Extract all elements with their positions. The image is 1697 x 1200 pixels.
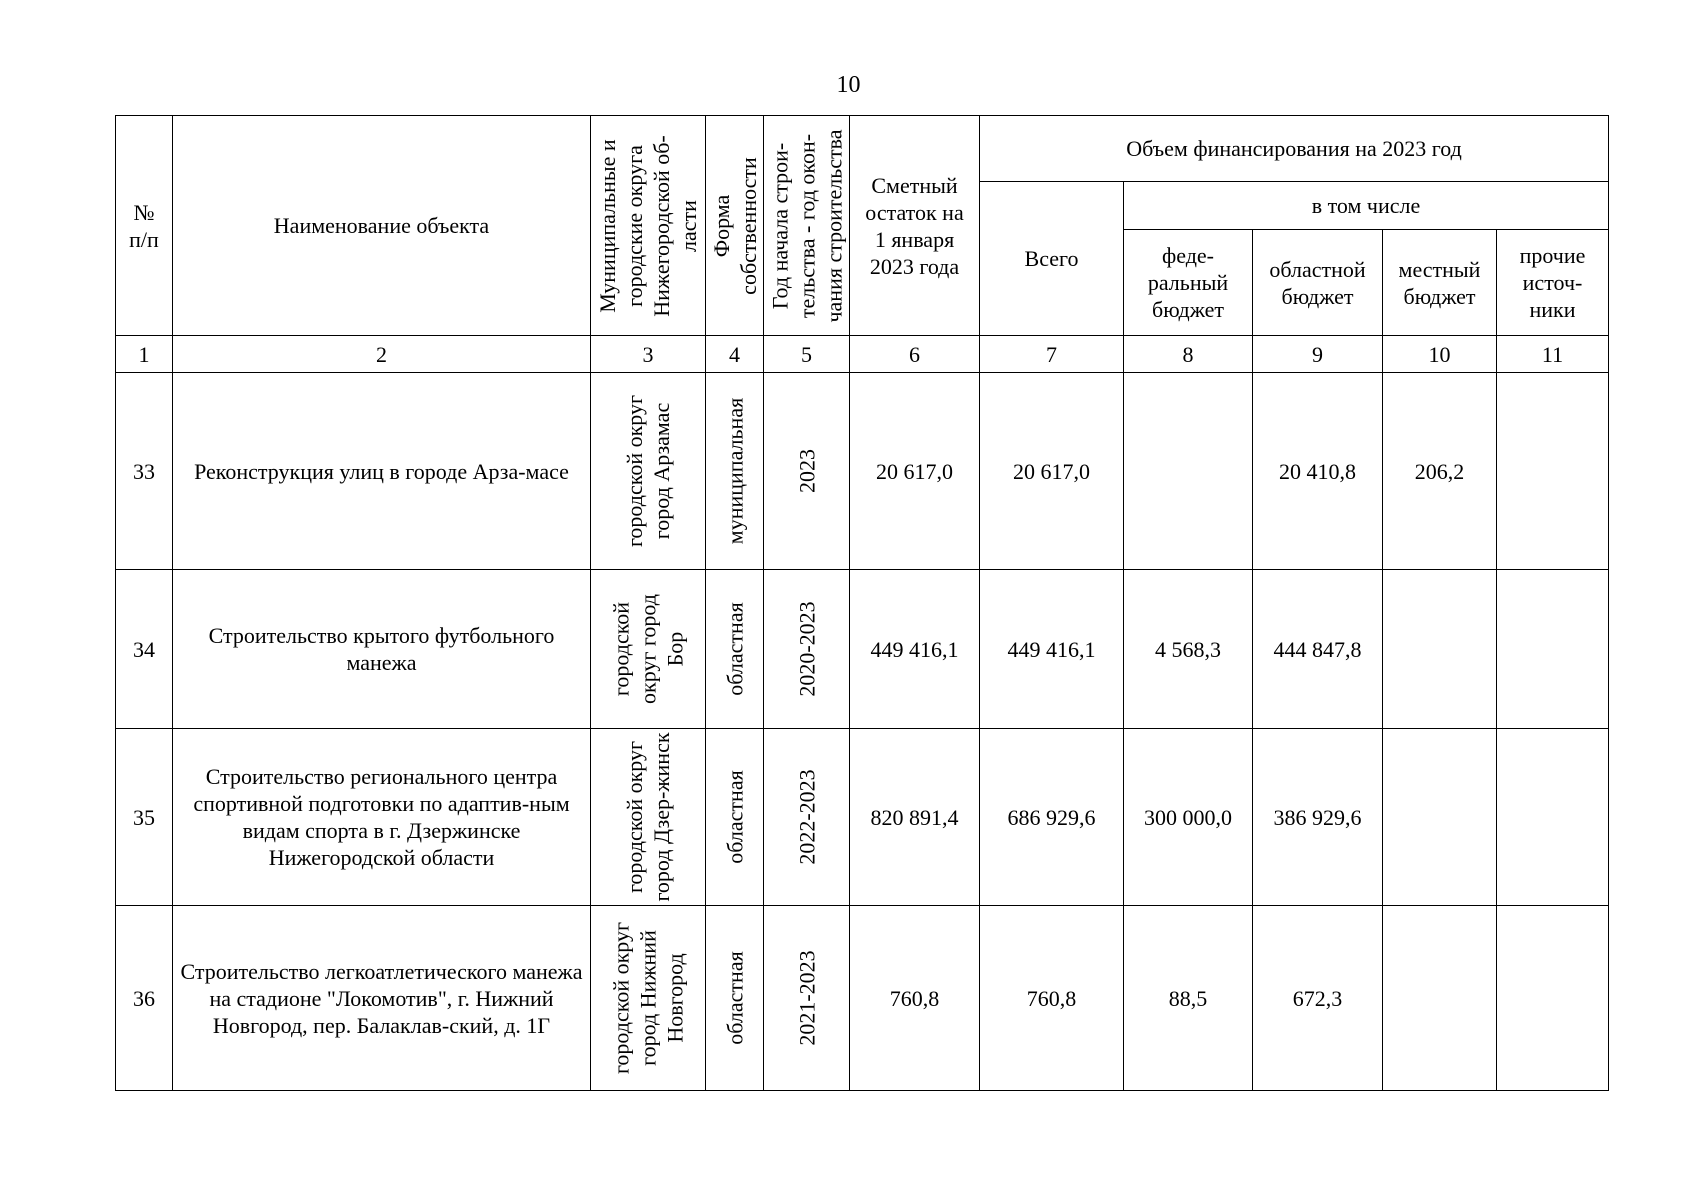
header-including: в том числе [1124, 182, 1609, 230]
row-num: 35 [116, 729, 173, 906]
row-estimate: 760,8 [850, 906, 980, 1091]
column-number: 5 [764, 336, 850, 373]
row-num: 36 [116, 906, 173, 1091]
header-financing: Объем финансирования на 2023 год [980, 116, 1609, 182]
column-number: 2 [173, 336, 591, 373]
row-ownership: областная [706, 906, 764, 1091]
header-regional: областной бюджет [1253, 230, 1383, 336]
row-other [1497, 373, 1609, 570]
header-name: Наименование объекта [173, 116, 591, 336]
row-municipal: городской округ город Арзамас [591, 373, 706, 570]
row-federal: 88,5 [1124, 906, 1253, 1091]
row-municipal: городской округ город Дзер-жинск [591, 729, 706, 906]
row-other [1497, 729, 1609, 906]
row-total: 686 929,6 [980, 729, 1124, 906]
row-num: 33 [116, 373, 173, 570]
row-local: 206,2 [1383, 373, 1497, 570]
table-row [116, 906, 1609, 1091]
row-federal [1124, 373, 1253, 570]
row-name: Строительство крытого футбольного манежа [173, 570, 591, 729]
row-local [1383, 906, 1497, 1091]
column-number: 6 [850, 336, 980, 373]
column-number: 11 [1497, 336, 1609, 373]
row-name: Строительство регионального центра спортивной подготовки по адаптив-ным видам спорта в г. Дзержинске Нижегородской области [173, 729, 591, 906]
row-regional: 444 847,8 [1253, 570, 1383, 729]
column-number: 4 [706, 336, 764, 373]
row-ownership: муниципальная [706, 373, 764, 570]
row-regional: 672,3 [1253, 906, 1383, 1091]
column-number: 3 [591, 336, 706, 373]
row-estimate: 820 891,4 [850, 729, 980, 906]
row-federal: 300 000,0 [1124, 729, 1253, 906]
column-number: 8 [1124, 336, 1253, 373]
page-number: 10 [836, 72, 861, 98]
header-ownership: Форма собственности [706, 116, 764, 336]
row-years: 2020-2023 [764, 570, 850, 729]
row-ownership: областная [706, 729, 764, 906]
header-years: Год начала строи-тельства - год окон-чания строительства [764, 116, 850, 336]
row-other [1497, 906, 1609, 1091]
row-local [1383, 729, 1497, 906]
header-total: Всего [980, 182, 1124, 336]
row-years: 2023 [764, 373, 850, 570]
column-number: 7 [980, 336, 1124, 373]
row-regional: 386 929,6 [1253, 729, 1383, 906]
row-estimate: 20 617,0 [850, 373, 980, 570]
table-row [116, 729, 1609, 906]
column-number: 9 [1253, 336, 1383, 373]
row-estimate: 449 416,1 [850, 570, 980, 729]
row-total: 449 416,1 [980, 570, 1124, 729]
row-years: 2021-2023 [764, 906, 850, 1091]
header-estimate: Сметный остаток на 1 января 2023 года [850, 116, 980, 336]
row-years: 2022-2023 [764, 729, 850, 906]
header-federal: феде-ральный бюджет [1124, 230, 1253, 336]
header-local: местный бюджет [1383, 230, 1497, 336]
table-row [116, 570, 1609, 729]
column-number: 10 [1383, 336, 1497, 373]
column-numbers-row [116, 336, 1609, 373]
row-name: Реконструкция улиц в городе Арза-масе [173, 373, 591, 570]
row-total: 20 617,0 [980, 373, 1124, 570]
row-federal: 4 568,3 [1124, 570, 1253, 729]
row-municipal: городской округ город Бор [591, 570, 706, 729]
header-num: № п/п [116, 116, 173, 336]
column-number: 1 [116, 336, 173, 373]
row-local [1383, 570, 1497, 729]
header-other: прочие источ-ники [1497, 230, 1609, 336]
row-other [1497, 570, 1609, 729]
row-ownership: областная [706, 570, 764, 729]
row-regional: 20 410,8 [1253, 373, 1383, 570]
row-total: 760,8 [980, 906, 1124, 1091]
table-row [116, 373, 1609, 570]
financing-table [115, 115, 1609, 1091]
header-municipal: Муниципальные и городские округа Нижегородской об-ласти [591, 116, 706, 336]
row-num: 34 [116, 570, 173, 729]
row-name: Строительство легкоатлетического манежа на стадионе "Локомотив", г. Нижний Новгород, пер. Балаклав-ский, д. 1Г [173, 906, 591, 1091]
row-municipal: городской округ город Нижний Новгород [591, 906, 706, 1091]
